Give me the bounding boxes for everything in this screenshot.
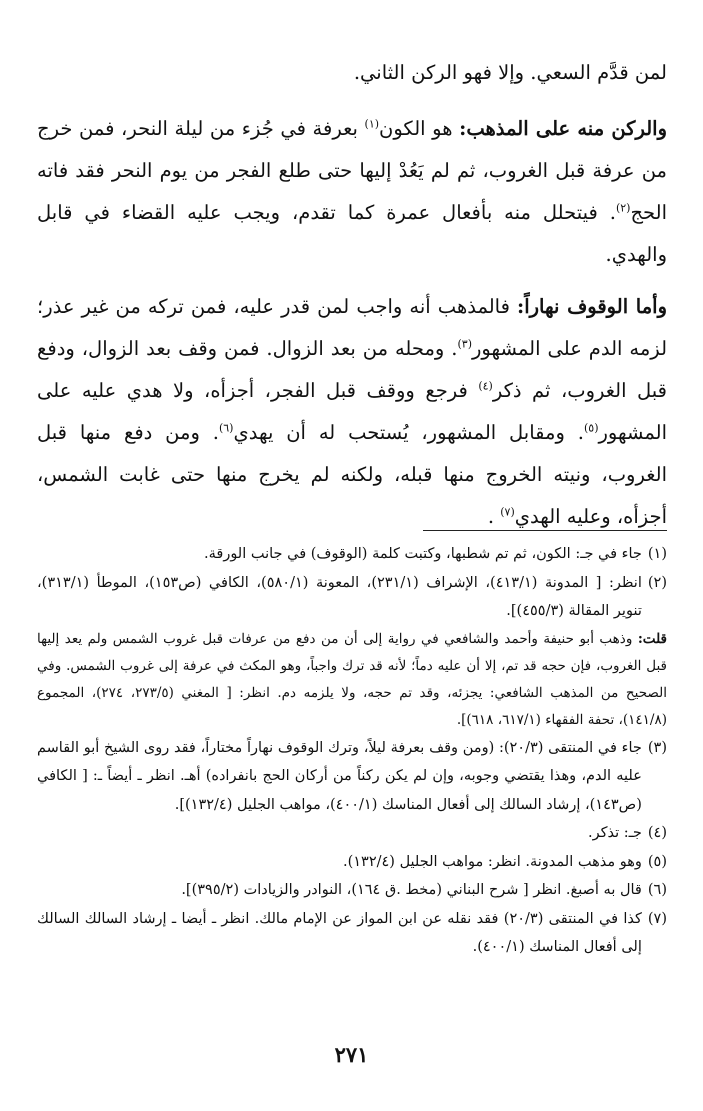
footnote-ref-3[interactable]: (٣) [457, 337, 473, 351]
footnote-text: جـ: تذكر. [587, 825, 642, 841]
paragraph-3 [37, 286, 667, 538]
footnote-4 [37, 819, 667, 848]
footnote-ref-5[interactable]: (٥) [583, 421, 599, 435]
footnote-ref-2[interactable]: (٢) [615, 201, 631, 215]
footnote-number: (٧) [647, 910, 667, 927]
paragraph-3-text: . [487, 505, 501, 528]
paragraph-1: لمن قدَّم السعي. وإلا فهو الركن الثاني. [353, 61, 667, 84]
footnote-ref-6[interactable]: (٦) [218, 421, 234, 435]
footnote-3 [37, 734, 667, 820]
footnote-text: كذا في المنتقى (٢٠/٣) فقد نقله عن ابن المواز عن الإمام مالك. انظر ـ أيضا ـ إرشاد السالك السالك إلى أفعال المناسك (٤٠٠/١). [37, 910, 642, 955]
footnote-number: (٥) [647, 853, 667, 870]
paragraph-3-text: . ومقابل المشهور، يُستحب له أن يهدي [233, 421, 584, 444]
footnote-divider [423, 530, 667, 531]
footnote-5 [37, 848, 667, 877]
main-text [37, 52, 667, 548]
footnotes [37, 540, 667, 962]
footnote-number: (٣) [647, 739, 667, 756]
footnote-number: (٦) [647, 882, 667, 898]
paragraph-2-text: بعرفة في جُزء من ليلة النحر، فمن خرج من عرفة قبل الغروب، ثم لم يَعُدْ إليها حتى طلع الفجر من يوم النحر فقد فاته الحج [37, 117, 667, 224]
footnote-6 [37, 876, 667, 905]
footnote-ref-7[interactable]: (٧) [500, 505, 515, 519]
footnote-number: (١) [647, 546, 667, 562]
footnote-number: (٢) [647, 574, 667, 591]
footnote-7 [37, 905, 667, 962]
editor-comment [37, 626, 667, 734]
footnote-text: وهو مذهب المدونة. انظر: مواهب الجليل (١٣٢/٤). [342, 853, 642, 870]
page-number: ٢٧١ [334, 1042, 369, 1067]
footnote-text: انظر: [ المدونة (٤١٣/١)، الإشراف (٢٣١/١)، المعونة (٥٨٠/١)، الكافي (ص١٥٣)، الموطأ (٣١٣/١)، تنوير المقالة (٤٥٥/٣)]. [37, 574, 642, 619]
paragraph-3-text: فرجع ووقف قبل الفجر، أجزأه، ولا هدي عليه على المشهور [37, 379, 667, 444]
editor-comment-text: وذهب أبو حنيفة وأحمد والشافعي في رواية إلى أن من دفع من عرفات قبل غروب الشمس ولم يعد إليها قبل الغروب، فإن حجه قد تم، إلا أن عليه دماً؛ لأنه قد ترك واجباً، وهو المكث في عرفة إلى غروب الشمس. وفي الصحيح من المذهب الشافعي: يجزئه، وقد تم حجه، ولا يلزمه دم. انظر: [ المغني (٢٧٣/٥، ٢٧٤)، المجموع (١٤١/٨)، تحفة الفقهاء (٦١٧/١، ٦١٨)]. [37, 630, 668, 728]
footnote-2 [37, 569, 667, 626]
footnote-text: جاء في جـ: الكون، ثم تم شطبها، وكتبت كلمة (الوقوف) في جانب الورقة. [204, 546, 642, 562]
paragraph-2-text: هو الكون [379, 117, 460, 140]
paragraph-2 [37, 108, 667, 276]
editor-comment-lead: قلت: [637, 630, 667, 647]
paragraph-3-lead: وأما الوقوف نهاراً: [517, 295, 667, 318]
footnote-ref-4[interactable]: (٤) [478, 379, 493, 393]
footnote-text: جاء في المنتقى (٢٠/٣): (ومن وقف بعرفة ليلاً، وترك الوقوف نهاراً مختاراً، فقد روى الشيخ أبو القاسم عليه الدم، وهذا يقتضي وجوبه، وإن لم يكن ركناً من أركان الحج بانفراده) أهـ. انظر ـ أيضاً ـ: [ الكافي (ص١٤٣)، إرشاد السالك إلى أفعال المناسك (٤٠٠/١)، مواهب الجليل (١٣٢/٤)]. [37, 739, 642, 813]
paragraph-2-text: . فيتحلل منه بأفعال عمرة كما تقدم، ويجب عليه القضاء في قابل والهدي. [37, 201, 667, 266]
footnote-ref-1[interactable]: (١) [364, 117, 380, 131]
footnote-number: (٤) [647, 825, 667, 841]
paragraph-3-text: . ومحله من بعد الزوال. فمن وقف بعد الزوال، ودفع قبل الغروب، ثم ذكر [37, 337, 668, 402]
paragraph-3-text: فالمذهب أنه واجب لمن قدر عليه، فمن تركه من غير عذر؛ لزمه الدم على المشهور [37, 295, 668, 360]
footnote-1 [37, 540, 667, 569]
footnote-text: قال به أصبغ. انظر [ شرح البناني (مخط .ق ١٦٤)، النوادر والزيادات (٣٩٥/٢)]. [181, 882, 642, 898]
paragraph-3-text: . ومن دفع منها قبل الغروب، ونيته الخروج منها قبله، ولكنه لم يخرج منها حتى غابت الشمس، أجزأه، وعليه الهدي [37, 421, 667, 528]
paragraph-2-lead: والركن منه على المذهب: [459, 117, 667, 140]
